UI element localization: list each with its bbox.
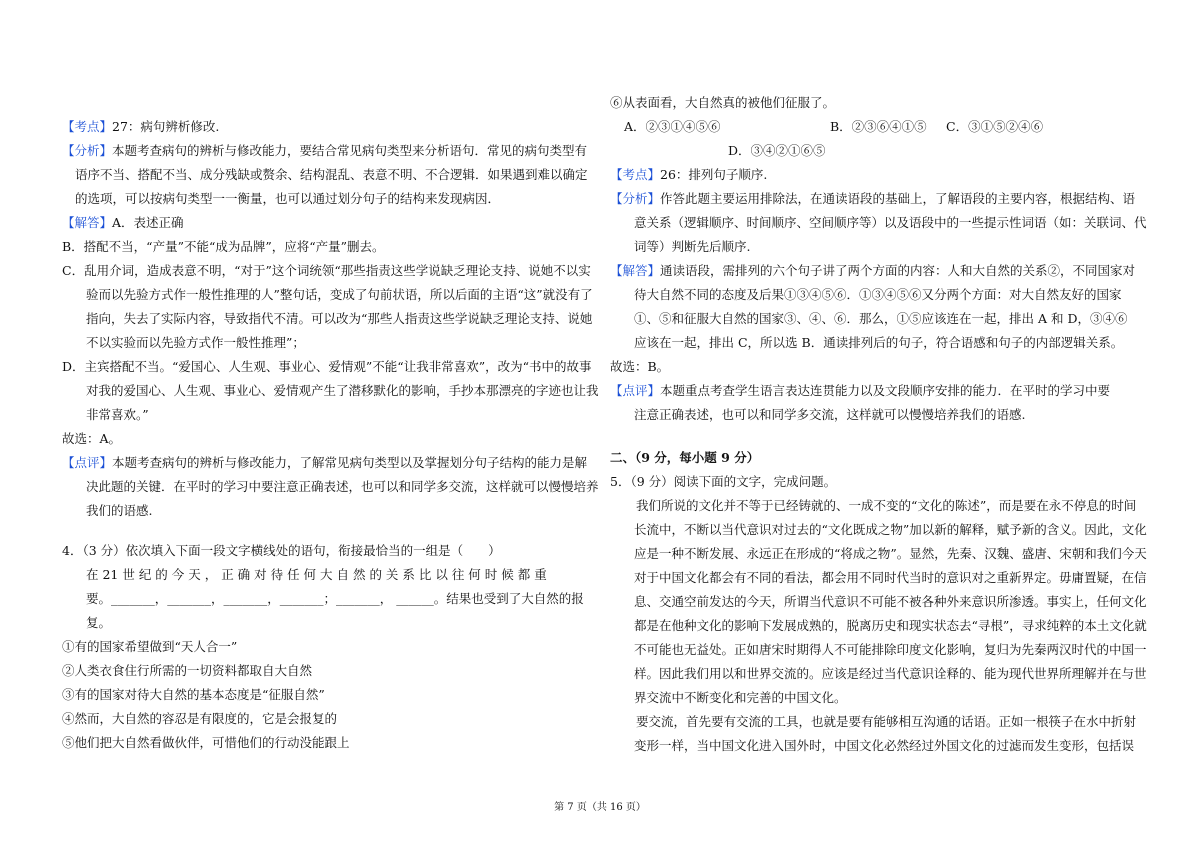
dianping-tag: 【点评】 xyxy=(62,455,113,470)
dianping-line-2: 决此题的关键．在平时的学习中要注意正确表述，也可以和同学多交流，这样就可以慢慢培养 xyxy=(86,479,599,494)
passage-p2-line-2: 变形一样，当中国文化进入国外时，中国文化必然经过外国文化的过滤而发生变形，包括误 xyxy=(634,738,1135,753)
jieda-tag-right: 【解答】 xyxy=(610,263,661,278)
jieda-text-1-right: 通读语段，需排列的六个句子讲了两个方面的内容：人和大自然的关系②，不同国家对 xyxy=(660,263,1136,278)
dianping-line-1-right xyxy=(610,383,1110,399)
answer-c-line-4: 不以实验而以先验方式作一般性推理”； xyxy=(86,335,305,350)
passage-p1-line-1: 我们所说的文化并不等于已经铸就的、一成不变的“文化的陈述”，而是要在永不停息的时间 xyxy=(636,498,1137,513)
question-4-passage-line-2: 要。_______，_______，_______，_______；_______， ______。结果也受到了大自然的报 xyxy=(86,591,584,606)
answer-d-line-3: 非常喜欢。” xyxy=(86,407,149,422)
jieda-line-3-right: ①、⑤和征服大自然的国家③、④、⑥．那么，①⑤应该连在一起，排出 A 和 D，③④⑥ xyxy=(634,311,1128,326)
choice-c: C．③①⑤②④⑥ xyxy=(946,119,1044,134)
passage-p1-line-2: 长流中，不断以当代意识对过去的“文化既成之物”加以新的解释，赋予新的含义。因此，文化 xyxy=(634,522,1147,537)
question-4-passage-line-3: 复。 xyxy=(86,615,112,630)
passage-p1-line-8: 样。因此我们用以和世界交流的。应该是经过当代意识诠释的、能为现代世界所理解并在与世 xyxy=(634,666,1147,681)
kaodian-tag: 【考点】 xyxy=(62,119,113,134)
passage-p1-line-5: 息、交通空前发达的今天，所谓当代意识不可能不被各种外来意识所渗透。事实上，任何文化 xyxy=(634,594,1147,609)
jieda-line xyxy=(62,215,184,231)
choice-d: D．③④②①⑥⑤ xyxy=(728,143,826,158)
choice-b: B．②③⑥④①⑤ xyxy=(830,119,927,134)
option-3: ③有的国家对待大自然的基本态度是“征服自然” xyxy=(62,687,325,702)
jieda-line-1-right xyxy=(610,263,1135,279)
kaodian-line-right xyxy=(610,167,767,183)
passage-p1-line-3: 应是一种不断发展、永远正在形成的“将成之物”。显然，先秦、汉魏、盛唐、宋朝和我们今天 xyxy=(634,546,1147,561)
fenxi-line-1 xyxy=(62,143,587,159)
fenxi-text-1-right: 作答此题主要运用排除法，在通读语段的基础上，了解语段的主要内容，根据结构、语 xyxy=(660,191,1136,206)
passage-p1-line-4: 对于中国文化都会有不同的看法，都会用不同时代当时的意识对之重新界定。毋庸置疑，在信 xyxy=(634,570,1147,585)
choice-a: A．②③①④⑤⑥ xyxy=(624,119,721,134)
section-2-heading: 二、（9 分，每小题 9 分） xyxy=(610,450,760,465)
dianping-text-1-right: 本题重点考查学生语言表达连贯能力以及文段顺序安排的能力．在平时的学习中要 xyxy=(660,383,1111,398)
option-4: ④然而，大自然的容忍是有限度的，它是会报复的 xyxy=(62,711,338,726)
answer-b-line-1: B．搭配不当，“产量”不能“成为品牌”，应将“产量”删去。 xyxy=(62,239,385,254)
fenxi-line-2: 语序不当、搭配不当、成分残缺或赘余、结构混乱、表意不明、不合逻辑．如果遇到难以确定 xyxy=(75,167,588,182)
jieda-text: A．表述正确 xyxy=(112,215,184,230)
fenxi-tag: 【分析】 xyxy=(62,143,113,158)
dianping-tag-right: 【点评】 xyxy=(610,383,661,398)
question-4-stem: 4．（3 分）依次填入下面一段文字横线处的语句，衔接最恰当的一组是（ ） xyxy=(62,543,501,558)
fenxi-line-3: 的选项，可以按病句类型一一衡量，也可以通过划分句子的结构来发现病因． xyxy=(75,191,501,206)
kaodian-tag-right: 【考点】 xyxy=(610,167,661,182)
fenxi-line-1-right xyxy=(610,191,1135,207)
kaodian-text: 27：病句辨析修改. xyxy=(112,119,220,134)
answer-c-line-2: 验而以先验方式作一般性推理的人”整句话，变成了句前状语，所以后面的主语“这”就没有了 xyxy=(86,287,593,302)
dianping-line-2-right: 注意正确表述，也可以和同学多交流，这样就可以慢慢培养我们的语感. xyxy=(634,407,1026,422)
option-2: ②人类衣食住行所需的一切资料都取自大自然 xyxy=(62,663,313,678)
fenxi-line-2-right: 意关系（逻辑顺序、时间顺序、空间顺序等）以及语段中的一些提示性词语（如：关联词、代 xyxy=(634,215,1147,230)
answer-c-line-3: 指向，失去了实际内容，导致指代不清。可以改为“那些人指责这些学说缺乏理论支持、说她 xyxy=(86,311,593,326)
question-5-stem: 5．（9 分）阅读下面的文字，完成问题。 xyxy=(610,474,837,489)
answer-d-line-2: 对我的爱国心、人生观、事业心、爱情观产生了潜移默化的影响，手抄本那漂亮的字迹也让我 xyxy=(86,383,599,398)
jieda-line-2-right: 待大自然不同的态度及后果①③④⑤⑥．①③④⑤⑥又分两个方面：对大自然友好的国家 xyxy=(634,287,1122,302)
jieda-line-4-right: 应该在一起，排出 C，所以选 B．通读排列后的句子，符合语感和句子的内部逻辑关系。 xyxy=(634,335,1124,350)
option-1: ①有的国家希望做到“天人合一” xyxy=(62,639,238,654)
question-4-passage-line-1: 在 21 世 纪 的 今 天 ， 正 确 对 待 任 何 大 自 然 的 关 系 比 以 往 何 时 候 都 重 xyxy=(86,567,547,582)
option-6: ⑥从表面看，大自然真的被他们征服了。 xyxy=(610,95,836,110)
kaodian-text-right: 26：排列句子顺序. xyxy=(660,167,768,182)
fenxi-tag-right: 【分析】 xyxy=(610,191,661,206)
guxuan-b: 故选：B。 xyxy=(610,359,670,374)
passage-p1-line-9: 界交流中不断变化和完善的中国文化。 xyxy=(634,690,847,705)
fenxi-line-3-right: 词等）判断先后顺序. xyxy=(634,239,751,254)
passage-p1-line-7: 不可能也无益处。正如唐宋时期得人不可能排除印度文化影响，复归为先秦两汉时代的中国一 xyxy=(634,642,1147,657)
answer-d-line-1: D．主宾搭配不当。“爱国心、人生观、事业心、爱情观”不能“让我非常喜欢”，改为“书中的故事 xyxy=(62,359,592,374)
dianping-line-3: 我们的语感. xyxy=(86,503,153,518)
dianping-text-1: 本题考查病句的辨析与修改能力，了解常见病句类型以及掌握划分句子结构的能力是解 xyxy=(112,455,588,470)
passage-p1-line-6: 都是在他种文化的影响下发展成熟的，脱离历史和现实状态去“寻根”，寻求纯粹的本土文化就 xyxy=(634,618,1147,633)
kaodian-line xyxy=(62,119,219,135)
dianping-line-1 xyxy=(62,455,587,471)
answer-c-line-1: C．乱用介词，造成表意不明，“对于”这个词统领“那些指责这些学说缺乏理论支持、说她不以实 xyxy=(62,263,591,278)
option-5: ⑤他们把大自然看做伙伴，可惜他们的行动没能跟上 xyxy=(62,735,350,750)
fenxi-text-1: 本题考查病句的辨析与修改能力，要结合常见病句类型来分析语句．常见的病句类型有 xyxy=(112,143,588,158)
guxuan-a: 故选：A。 xyxy=(62,431,122,446)
jieda-tag: 【解答】 xyxy=(62,215,113,230)
page-footer: 第 7 页（共 16 页） xyxy=(554,802,646,813)
passage-p2-line-1: 要交流，首先要有交流的工具，也就是要有能够相互沟通的话语。正如一根筷子在水中折射 xyxy=(636,714,1137,729)
